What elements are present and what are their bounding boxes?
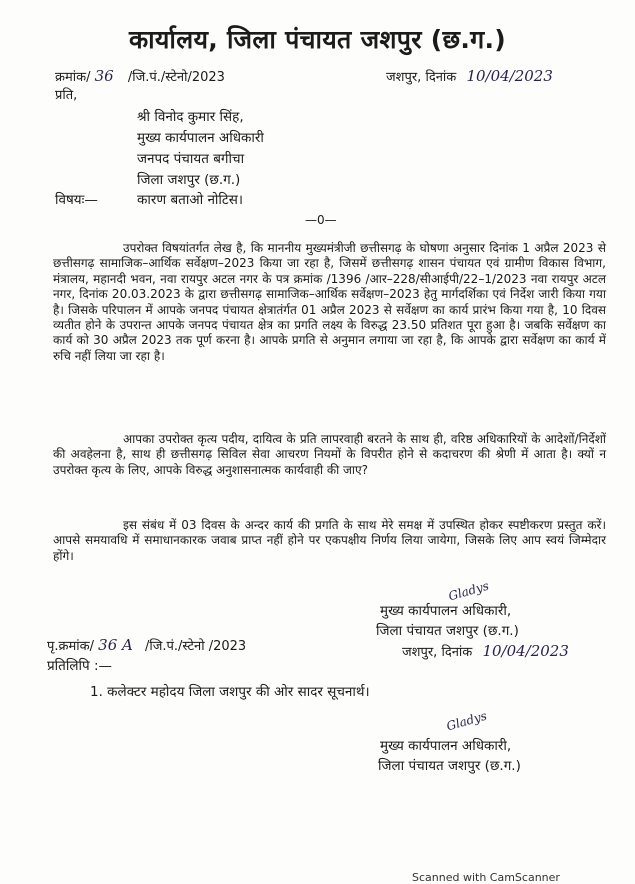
subject-label: विषयः— <box>55 192 98 208</box>
copy-ref-number: 36 A <box>98 636 133 654</box>
signature-mark: Gladys <box>444 708 489 734</box>
ref-label: क्रमांक <box>55 70 87 85</box>
ref-line: क्रमांक/ 36 /जि.पं./स्टेनो/2023 <box>55 67 225 85</box>
ref-number: 36 <box>94 67 114 85</box>
recipient-line: श्री विनोद कुमार सिंह, <box>137 109 244 125</box>
body-paragraph-3: इस संबंध में 03 दिवस के अन्दर कार्य की प्रगति के साथ मेरे समक्ष में उपस्थित होकर स्पष्टीकरण प्रस्तुत करें। आपसे समयावधि में समाधानकारक जवाब प्राप्त नहीं होने पर एकपक्षीय निर्णय लिया जायेगा, जिसके लिए आप स्वयं जिम्मेदार होंगे। <box>53 518 606 563</box>
subject-text: कारण बताओ नोटिस। <box>137 192 243 208</box>
sig1-office: जिला पंचायत जशपुर (छ.ग.) <box>376 623 519 639</box>
copy-ref-label: पृ.क्रमांक <box>47 639 90 654</box>
copy-ref-line: पृ.क्रमांक/ 36 A /जि.पं./स्टेनो /2023 <box>47 636 247 654</box>
recipient-line: जनपद पंचायत बगीचा <box>137 151 245 167</box>
recipient-block <box>137 107 264 191</box>
sig2-designation: मुख्य कार्यपालन अधिकारी, <box>380 738 512 754</box>
sig1-date-line <box>402 642 569 660</box>
signature-mark: Gladys <box>446 578 491 604</box>
copy-heading: प्रतिलिपि :— <box>47 658 113 674</box>
recipient-line: मुख्य कार्यपालन अधिकारी <box>137 130 264 146</box>
body-paragraph-1: उपरोक्त विषयांतर्गत लेख है, कि माननीय मुख्यमंत्रीजी छत्तीसगढ़ के घोषणा अनुसार दिनांक 1 अप्रैल 2023 से छत्तीसगढ़ सामाजिक–आर्थिक सर्वेक्षण–2023 किया जा रहा है, जिसमें छत्तीसगढ़ शासन पंचायत एवं ग्रामीण विकास विभाग, मंत्रालय, महानदी भवन, नवा रायपुर अटल नगर के पत्र क्रमांक /1396 /आर–228/सीआईपी/22–1/2023 नवा रायपुर अटल नगर, दिनांक 20.03.2023 के द्वारा छत्तीसगढ़ सामाजिक–आर्थिक सर्वेक्षण–2023 हेतु मार्गदर्शिका एवं निर्देश जारी किया गया है। जिसके परिपालन में आपके जनपद पंचायत क्षेत्रातंर्गत 01 अप्रैल 2023 से सर्वेक्षण का कार्य प्रारंभ किया गया है, 10 दिवस व्यतीत होने के उपरान्त आपके जनपद पंचायत क्षेत्र का प्रगति लक्ष्य के विरुद्ध 23.50 प्रतिशत पूरा हुआ है। जबकि सर्वेक्षण का कार्य को 30 अप्रैल 2023 तक पूर्ण करना है। आपके प्रगति से अनुमान लगाया जा रहा है, कि आपके द्वारा सर्वेक्षण का कार्य में रुचि नहीं लिया जा रहा है। <box>53 241 606 363</box>
prati-label: प्रति, <box>55 88 78 103</box>
date-line <box>386 67 553 85</box>
copy-item: 1. कलेक्टर महोदय जिला जशपुर की ओर सादर सूचनार्थ। <box>90 684 370 700</box>
sig2-office: जिला पंचायत जशपुर (छ.ग.) <box>378 758 521 774</box>
copy-ref-code: /जि.पं./स्टेनो /2023 <box>144 639 247 654</box>
letterhead-title: कार्यालय, जिला पंचायत जशपुर (छ.ग.) <box>128 25 507 54</box>
date-value: 10/04/2023 <box>466 67 553 85</box>
scanner-watermark: Scanned with CamScanner <box>412 871 560 884</box>
date-label: जशपुर, दिनांक <box>386 70 457 85</box>
separator: —0— <box>305 213 337 227</box>
sig1-date-label: जशपुर, दिनांक <box>402 645 473 660</box>
body-paragraph-2: आपका उपरोक्त कृत्य पदीय, दायित्व के प्रति लापरवाही बरतने के साथ ही, वरिष्ठ अधिकारियों के आदेशों/निर्देशों की अवहेलना है, साथ ही छत्तीसगढ़ सिविल सेवा आचरण नियमों के विपरीत होने से कदाचरण की श्रेणी में आता है। क्यों न उपरोक्त कृत्य के लिए, आपके विरुद्ध अनुशासनात्मक कार्यवाही की जाए? <box>53 432 606 477</box>
recipient-line: जिला जशपुर (छ.ग.) <box>137 172 241 188</box>
sig1-date-value: 10/04/2023 <box>482 642 569 660</box>
sig1-designation: मुख्य कार्यपालन अधिकारी, <box>380 603 512 619</box>
ref-code: /जि.पं./स्टेनो/2023 <box>127 70 225 85</box>
